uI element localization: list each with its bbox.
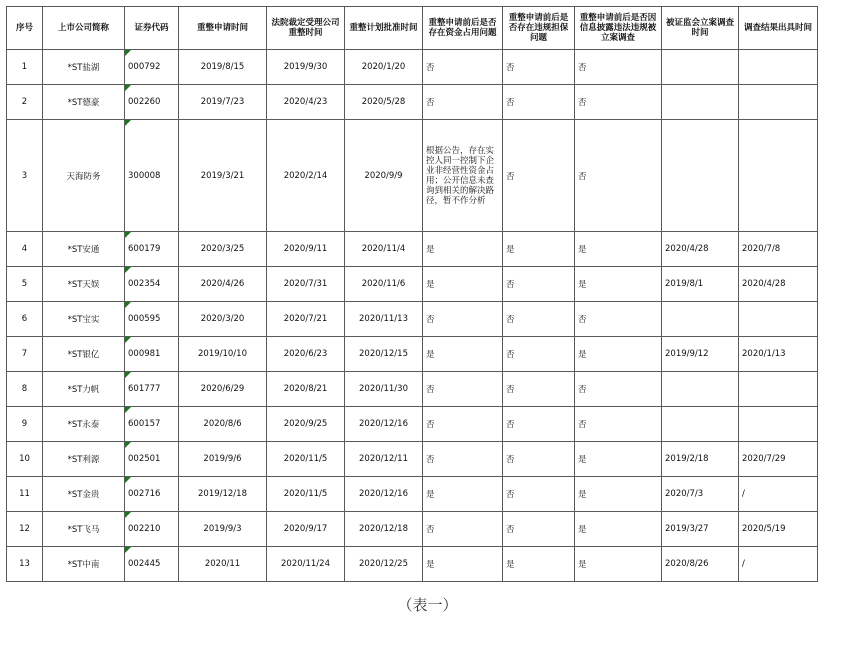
table-cell: 2019/9/30 <box>267 50 345 85</box>
table-cell: 2020/6/29 <box>179 372 267 407</box>
table-cell: 2020/4/28 <box>739 267 818 302</box>
table-cell <box>739 85 818 120</box>
table-caption: （表一） <box>397 596 458 614</box>
table-cell: 是 <box>575 337 662 372</box>
table-cell: *ST飞马 <box>43 512 125 547</box>
table-cell: 2019/9/3 <box>179 512 267 547</box>
table-row <box>7 547 818 582</box>
column-header: 被证监会立案调查时间 <box>662 7 739 50</box>
table-cell: *ST中南 <box>43 547 125 582</box>
column-header: 重整申请前后是否存在违规担保问题 <box>503 7 575 50</box>
table-body <box>7 50 818 582</box>
table-cell: 否 <box>575 372 662 407</box>
table-cell: *ST金贵 <box>43 477 125 512</box>
table-cell: 2020/8/26 <box>662 547 739 582</box>
table-cell: 2020/11/24 <box>267 547 345 582</box>
table-cell: 否 <box>503 337 575 372</box>
table-cell: 是 <box>575 512 662 547</box>
table-row <box>7 85 818 120</box>
table-cell: 否 <box>423 372 503 407</box>
table-cell: 2020/9/17 <box>267 512 345 547</box>
table-cell: 否 <box>503 85 575 120</box>
table-cell: 300008 <box>125 120 179 232</box>
table-cell: 2020/7/31 <box>267 267 345 302</box>
column-header: 重整申请时间 <box>179 7 267 50</box>
table-cell: 600157 <box>125 407 179 442</box>
table-cell: 是 <box>423 547 503 582</box>
column-header: 序号 <box>7 7 43 50</box>
table-cell: 否 <box>423 442 503 477</box>
table-row <box>7 267 818 302</box>
column-header: 法院裁定受理公司重整时间 <box>267 7 345 50</box>
table-cell <box>739 120 818 232</box>
table-cell: 13 <box>7 547 43 582</box>
table-cell: 002445 <box>125 547 179 582</box>
table-cell: 2 <box>7 85 43 120</box>
table-cell: 否 <box>423 85 503 120</box>
table-row <box>7 477 818 512</box>
table-cell: 002260 <box>125 85 179 120</box>
table-cell: 否 <box>503 372 575 407</box>
table-cell: *ST安通 <box>43 232 125 267</box>
table-cell: 000595 <box>125 302 179 337</box>
table-cell: 2019/7/23 <box>179 85 267 120</box>
table-cell: 是 <box>575 442 662 477</box>
table-cell: 否 <box>503 50 575 85</box>
table-cell: 否 <box>575 50 662 85</box>
table-cell: 2020/11 <box>179 547 267 582</box>
table-cell <box>662 372 739 407</box>
table-row <box>7 407 818 442</box>
table-cell: 是 <box>423 477 503 512</box>
table-cell: 2019/9/6 <box>179 442 267 477</box>
table-cell: *ST盐湖 <box>43 50 125 85</box>
table-cell: 2020/3/20 <box>179 302 267 337</box>
table-cell: 2020/9/9 <box>345 120 423 232</box>
table-cell: 2020/2/14 <box>267 120 345 232</box>
table-cell: 是 <box>575 477 662 512</box>
table-cell <box>662 407 739 442</box>
table-cell: 2019/3/27 <box>662 512 739 547</box>
table-cell: 否 <box>503 477 575 512</box>
table-row <box>7 232 818 267</box>
table-cell: 9 <box>7 407 43 442</box>
table-cell: 8 <box>7 372 43 407</box>
table-cell: 是 <box>503 547 575 582</box>
table-row <box>7 337 818 372</box>
table-cell: 10 <box>7 442 43 477</box>
column-header: 上市公司简称 <box>43 7 125 50</box>
table-cell: 否 <box>423 302 503 337</box>
column-header: 重整计划批准时间 <box>345 7 423 50</box>
table-cell <box>662 85 739 120</box>
table-cell: 2020/7/29 <box>739 442 818 477</box>
table-cell: 2019/9/12 <box>662 337 739 372</box>
table-cell: 否 <box>423 407 503 442</box>
table-cell: 是 <box>423 267 503 302</box>
table-cell: 2020/5/19 <box>739 512 818 547</box>
table-cell: 2020/6/23 <box>267 337 345 372</box>
table-cell: *ST力帆 <box>43 372 125 407</box>
table-cell: 2019/2/18 <box>662 442 739 477</box>
table-cell: 否 <box>423 50 503 85</box>
column-header: 证券代码 <box>125 7 179 50</box>
table-cell: 7 <box>7 337 43 372</box>
table-cell: *ST宝实 <box>43 302 125 337</box>
table-cell: / <box>739 547 818 582</box>
table-cell: 601777 <box>125 372 179 407</box>
table-cell: 002210 <box>125 512 179 547</box>
table-cell: 2020/7/21 <box>267 302 345 337</box>
table-cell: 2020/11/5 <box>267 442 345 477</box>
table-cell: 否 <box>503 302 575 337</box>
table-cell <box>662 50 739 85</box>
table-cell: 是 <box>575 232 662 267</box>
table-cell: 2020/12/15 <box>345 337 423 372</box>
table-cell <box>662 120 739 232</box>
table-cell: 2020/11/4 <box>345 232 423 267</box>
table-cell: 否 <box>575 85 662 120</box>
table-cell: 2020/12/16 <box>345 407 423 442</box>
table-cell: 3 <box>7 120 43 232</box>
table-cell: 2020/4/28 <box>662 232 739 267</box>
table-cell: 002501 <box>125 442 179 477</box>
table-cell: 否 <box>575 407 662 442</box>
table-cell: 是 <box>503 232 575 267</box>
table-cell: 2019/3/21 <box>179 120 267 232</box>
table-cell: 2020/11/13 <box>345 302 423 337</box>
table-cell: 2020/7/8 <box>739 232 818 267</box>
table-cell: 2020/7/3 <box>662 477 739 512</box>
table-cell: *ST永泰 <box>43 407 125 442</box>
table-row <box>7 442 818 477</box>
table-row <box>7 50 818 85</box>
table-cell: 002716 <box>125 477 179 512</box>
table-cell: 2020/4/26 <box>179 267 267 302</box>
table-cell: 2019/10/10 <box>179 337 267 372</box>
table-cell: 2019/8/1 <box>662 267 739 302</box>
column-header: 重整申请前后是否因信息披露违法违规被立案调查 <box>575 7 662 50</box>
table-cell: 000792 <box>125 50 179 85</box>
table-cell: 2020/3/25 <box>179 232 267 267</box>
table-cell <box>739 50 818 85</box>
table-row <box>7 372 818 407</box>
table-cell: 2020/12/11 <box>345 442 423 477</box>
table-cell: 2020/4/23 <box>267 85 345 120</box>
table-cell: 否 <box>503 512 575 547</box>
table-cell: 11 <box>7 477 43 512</box>
table-cell: 是 <box>423 232 503 267</box>
table-cell: / <box>739 477 818 512</box>
table-cell: 2020/11/5 <box>267 477 345 512</box>
table-cell: 12 <box>7 512 43 547</box>
table-cell: 4 <box>7 232 43 267</box>
table-cell: 2020/11/30 <box>345 372 423 407</box>
table-cell: 2020/5/28 <box>345 85 423 120</box>
table-cell: 002354 <box>125 267 179 302</box>
table-cell: 否 <box>503 407 575 442</box>
table-cell <box>739 407 818 442</box>
table-cell: 2020/1/20 <box>345 50 423 85</box>
table-cell: 2020/9/25 <box>267 407 345 442</box>
table-cell: 是 <box>423 337 503 372</box>
reorganization-table <box>6 6 818 582</box>
table-cell: 2020/8/6 <box>179 407 267 442</box>
table-cell: 是 <box>575 267 662 302</box>
column-header: 重整申请前后是否存在资金占用问题 <box>423 7 503 50</box>
table-cell: *ST德豪 <box>43 85 125 120</box>
table-cell: 2020/12/18 <box>345 512 423 547</box>
table-row <box>7 512 818 547</box>
data-table-container <box>6 6 818 582</box>
table-cell: 2020/1/13 <box>739 337 818 372</box>
table-cell: 否 <box>503 267 575 302</box>
table-cell: 1 <box>7 50 43 85</box>
table-row <box>7 302 818 337</box>
table-cell: 是 <box>575 547 662 582</box>
table-cell: 2019/12/18 <box>179 477 267 512</box>
table-cell: 2020/8/21 <box>267 372 345 407</box>
table-cell: 2020/12/16 <box>345 477 423 512</box>
table-cell: 否 <box>503 442 575 477</box>
table-cell: 600179 <box>125 232 179 267</box>
table-cell: 否 <box>575 120 662 232</box>
table-cell: 否 <box>575 302 662 337</box>
table-cell: 2020/11/6 <box>345 267 423 302</box>
table-row <box>7 120 818 232</box>
column-header: 调查结果出具时间 <box>739 7 818 50</box>
table-cell: *ST利源 <box>43 442 125 477</box>
table-cell: 6 <box>7 302 43 337</box>
table-cell <box>662 302 739 337</box>
table-cell: 根据公告，存在实控人同一控制下企业非经营性资金占用；公开信息未查询到相关的解决路径，暂不作分析 <box>423 120 503 232</box>
table-cell: 否 <box>423 512 503 547</box>
table-cell: 2019/8/15 <box>179 50 267 85</box>
table-cell: *ST银亿 <box>43 337 125 372</box>
table-cell <box>739 372 818 407</box>
table-cell: 2020/12/25 <box>345 547 423 582</box>
table-header-row <box>7 7 818 50</box>
table-cell <box>739 302 818 337</box>
table-cell: 否 <box>503 120 575 232</box>
table-cell: 2020/9/11 <box>267 232 345 267</box>
table-cell: *ST天娱 <box>43 267 125 302</box>
table-cell: 000981 <box>125 337 179 372</box>
table-cell: 天海防务 <box>43 120 125 232</box>
table-cell: 5 <box>7 267 43 302</box>
